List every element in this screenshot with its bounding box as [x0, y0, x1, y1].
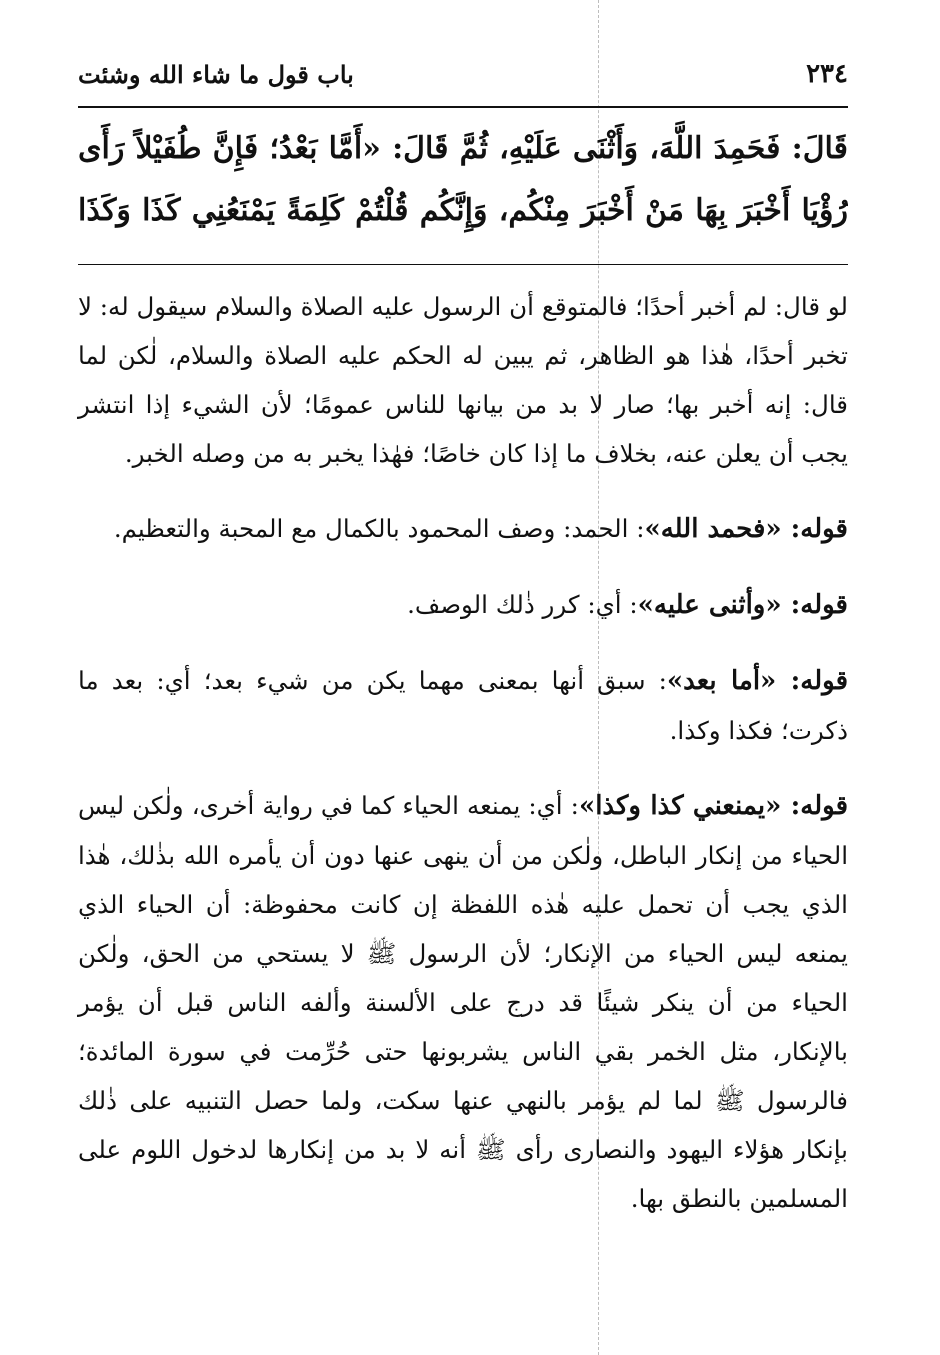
- paragraph-label: قوله: «أما بعد»: [666, 666, 849, 696]
- commentary-paragraph-4: [78, 656, 848, 755]
- header-divider: [78, 106, 848, 108]
- paragraph-label: قوله: «يمنعني كذا وكذا»: [578, 791, 848, 821]
- running-header: [78, 52, 848, 96]
- commentary-paragraph-5: [78, 781, 848, 1223]
- commentary-paragraph-2: [78, 504, 848, 554]
- page-number: ٢٣٤: [806, 59, 848, 89]
- hadith-line-2: رُؤْيَا أَخْبَرَ بِهَا مَنْ أَخْبَرَ مِنْكُم، وَإِنَّكُم قُلْتُمْ كَلِمَةً يَمْنَعُنِي كَذَا وَكَذَا: [78, 193, 848, 228]
- commentary-body: [78, 282, 848, 1223]
- text-divider: [78, 264, 848, 265]
- hadith-text: [78, 118, 848, 242]
- paragraph-label: قوله: «وأثنى عليه»: [637, 590, 848, 620]
- paragraph-text: : أي: كرر ذٰلك الوصف.: [407, 590, 638, 619]
- commentary-paragraph-1: لو قال: لم أخبر أحدًا؛ فالمتوقع أن الرسول عليه الصلاة والسلام سيقول له: لا تخبر أحدًا، هٰذا هو الظاهر، ثم يبين له الحكم عليه الصلاة والسلام، لٰكن لما قال: إنه أخبر بها؛ صار لا بد من بيانها للناس عمومًا؛ لأن الشيء إذا انتشر يجب أن يعلن عنه، بخلاف ما إذا كان خاصًا؛ فهٰذا يخبر به من وصله الخبر.: [78, 292, 848, 468]
- chapter-title: باب قول ما شاء الله وشئت: [78, 59, 354, 89]
- paragraph-text: : سبق أنها بمعنى مهما يكن من شيء بعد؛ أي: بعد ما ذكرت؛ فكذا وكذا.: [78, 666, 848, 745]
- commentary-paragraph-3: [78, 580, 848, 630]
- hadith-line-1: قَالَ: فَحَمِدَ اللَّهَ، وَأَثْنَى عَلَيْهِ، ثُمَّ قَالَ: «أَمَّا بَعْدُ؛ فَإِنَّ طُفَيْلاً رَأَى: [78, 131, 848, 166]
- paragraph-text: : أي: يمنعه الحياء كما في رواية أخرى، ولٰكن ليس الحياء من إنكار الباطل، ولٰكن من أن ينهى عنها دون أن يأمره الله بذٰلك، هٰذا الذي يجب أن تحمل عليه هٰذه اللفظة إن كانت محفوظة: أن الحياء الذي يمنعه ليس الحياء من الإنكار؛ لأن الرسول ﷺ لا يستحي من الحق، ولٰكن الحياء من أن ينكر شيئًا قد درج على الألسنة وألفه الناس قبل أن يؤمر بالإنكار، مثل الخمر بقي الناس يشربونها حتى حُرِّمت في سورة المائدة؛ فالرسول ﷺ لما لم يؤمر بالنهي عنها سكت، ولما حصل التنبيه على ذٰلك بإنكار هؤلاء اليهود والنصارى رأى ﷺ أنه لا بد من إنكارها لدخول اللوم على المسلمين بالنطق بها.: [78, 791, 848, 1213]
- paragraph-label: قوله: «فحمد الله»: [644, 514, 848, 544]
- paragraph-text: : الحمد: وصف المحمود بالكمال مع المحبة والتعظيم.: [113, 514, 645, 543]
